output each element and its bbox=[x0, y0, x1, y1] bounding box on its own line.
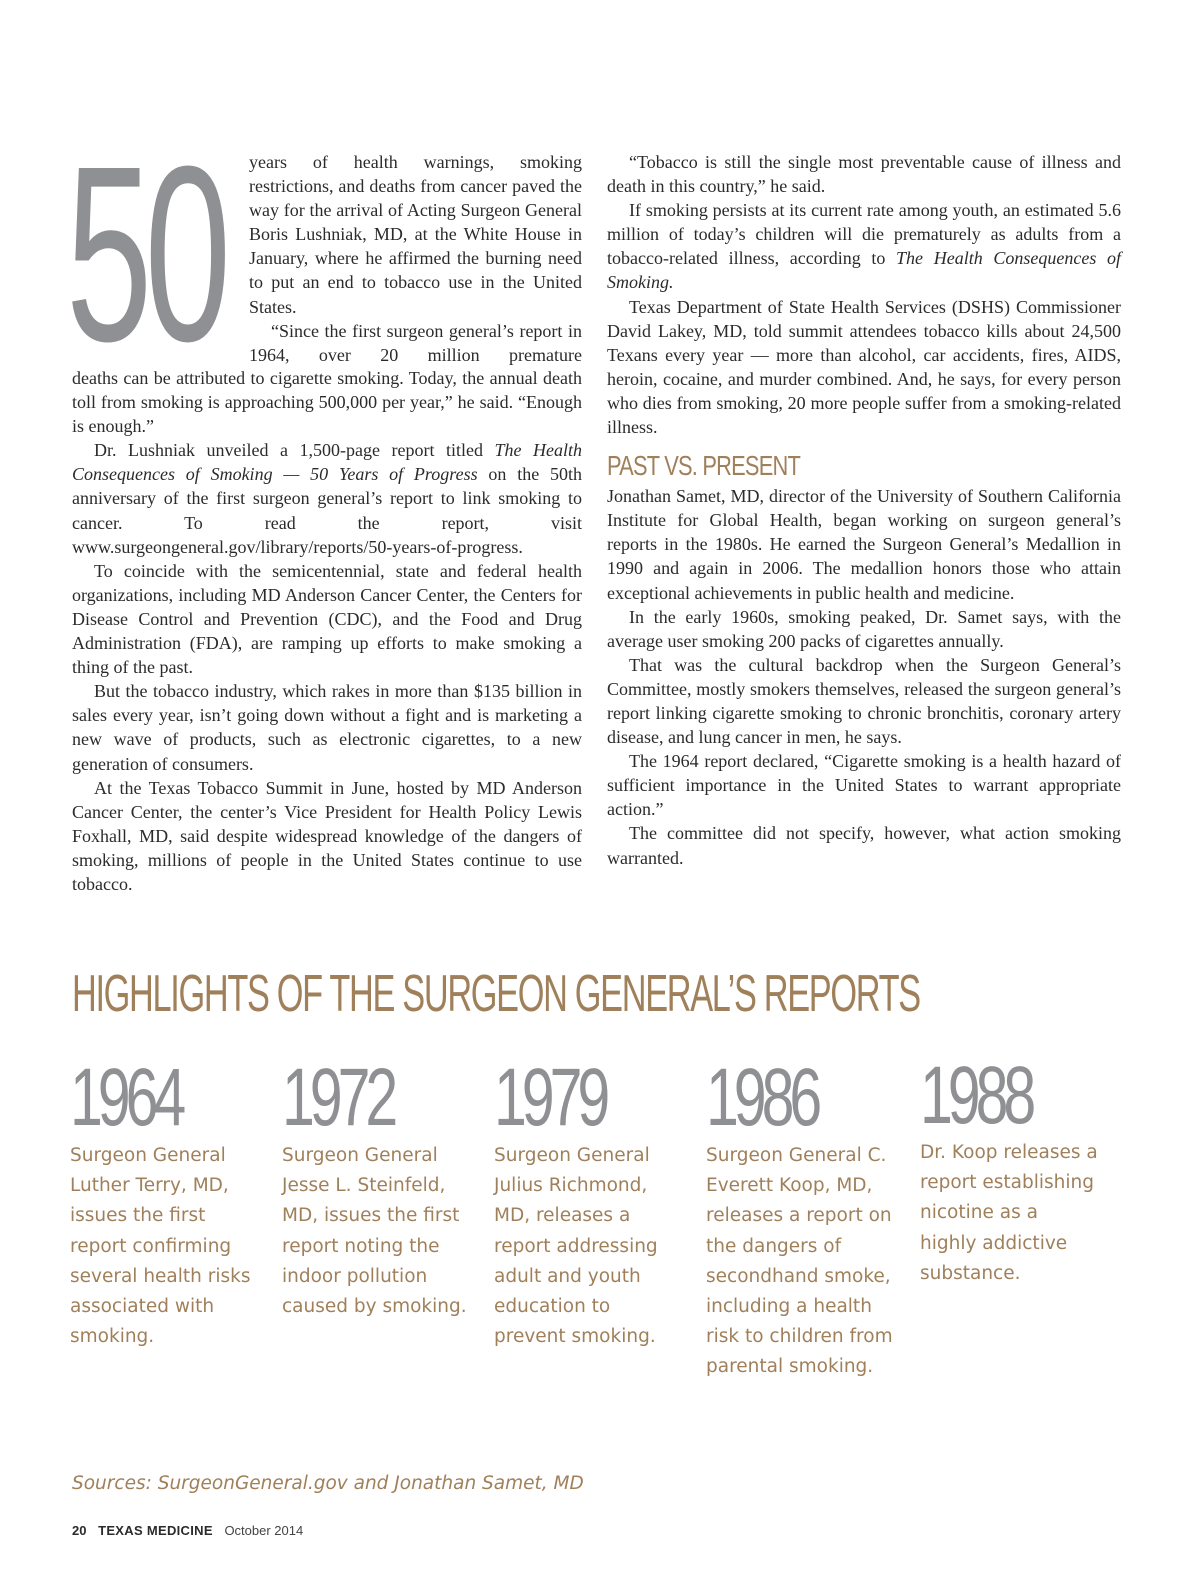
article-intro bbox=[249, 150, 582, 367]
section-subhead: PAST VS. PRESENT bbox=[607, 450, 801, 482]
lushniak-paragraph bbox=[72, 438, 582, 558]
highlight-item bbox=[70, 1052, 270, 1352]
highlight-year: 1986 bbox=[706, 1052, 818, 1143]
highlight-year: 1964 bbox=[70, 1052, 182, 1143]
article-left-column bbox=[72, 366, 582, 896]
intro-paragraph: years of health warnings, smoking restrictions, and deaths from cancer paved the way for the arrival of Acting Surgeon General Boris Lushniak, MD, at the White House in January, where he affirmed the burning need to put an end to tobacco use in the United States. bbox=[249, 152, 582, 317]
highlight-text: Surgeon General Julius Richmond, MD, releases a report addressing adult and youth education to prevent smoking. bbox=[494, 1145, 658, 1348]
highlight-text: Surgeon General C. Everett Koop, MD, releases a report on the dangers of secondhand smoke, including a health risk to children from parental smoking. bbox=[706, 1145, 893, 1378]
lushniak-text-1: Dr. Lushniak unveiled a 1,500-page report titled bbox=[94, 440, 495, 461]
highlight-year: 1972 bbox=[282, 1052, 394, 1143]
highlight-text: Surgeon General Luther Terry, MD, issues the first report confirming several health risks associated with smoking. bbox=[70, 1145, 251, 1348]
industry-paragraph: But the tobacco industry, which rakes in more than $135 billion in sales every year, isn’t going down without a fight and is marketing a new wave of products, such as electronic cigarettes, to a new generation of consumers. bbox=[72, 681, 582, 774]
samet-paragraph: Jonathan Samet, MD, director of the University of Southern California Institute for Global Health, began working on surgeon general’s reports in the 1980s. He earned the Surgeon General’s Medallion in 1990 and again in 2006. The medallion honors those who attain exceptional achievements in public health and medicine. bbox=[607, 486, 1121, 603]
article-right-column bbox=[607, 150, 1121, 870]
sources-credit: Sources: SurgeonGeneral.gov and Jonathan Samet, MD bbox=[72, 1473, 584, 1494]
page-number: 20 bbox=[72, 1523, 87, 1538]
highlights-title: HIGHLIGHTS OF THE SURGEON GENERAL’S REPORTS bbox=[72, 965, 920, 1023]
highlight-item bbox=[494, 1052, 694, 1352]
page-footer bbox=[72, 1521, 303, 1541]
highlight-item bbox=[282, 1052, 482, 1322]
still-paragraph: “Tobacco is still the single most preventable cause of illness and death in this country,” he said. bbox=[607, 152, 1121, 197]
highlight-year: 1979 bbox=[494, 1052, 606, 1143]
1964-report-paragraph: The 1964 report declared, “Cigarette smoking is a health hazard of sufficient importance in the United States to warrant appropriate action.” bbox=[607, 751, 1121, 820]
drop-cap-50: 50 bbox=[66, 114, 224, 393]
highlight-text: Dr. Koop releases a report establishing nicotine as a highly addictive substance. bbox=[920, 1142, 1098, 1284]
backdrop-paragraph: That was the cultural backdrop when the Surgeon General’s Committee, mostly smokers themselves, released the surgeon general’s report linking cigarette smoking to chronic bronchitis, coronary artery disease, and lung cancer in men, he says. bbox=[607, 654, 1121, 748]
highlight-text: Surgeon General Jesse L. Steinfeld, MD, issues the first report noting the indoor pollution caused by smoking. bbox=[282, 1145, 467, 1318]
dshs-paragraph: Texas Department of State Health Services (DSHS) Commissioner David Lakey, MD, told summit attendees tobacco kills about 24,500 Texans every year — more than alcohol, car accidents, fires, AIDS, heroin, cocaine, and murder combined. And, he says, for every person who dies from smoking, 20 more people suffer from a smoking-related illness. bbox=[607, 296, 1121, 438]
magazine-name: TEXAS MEDICINE bbox=[98, 1523, 213, 1538]
highlight-year: 1988 bbox=[920, 1050, 1032, 1141]
committee-paragraph: The committee did not specify, however, what action smoking warranted. bbox=[607, 823, 1121, 868]
highlight-item bbox=[706, 1052, 906, 1383]
1960s-paragraph: In the early 1960s, smoking peaked, Dr. Samet says, with the average user smoking 200 packs of cigarettes annually. bbox=[607, 606, 1121, 651]
youth-paragraph bbox=[607, 198, 1121, 294]
coincide-paragraph: To coincide with the semicentennial, state and federal health organizations, including MD Anderson Cancer Center, the Centers for Disease Control and Prevention (CDC), and the Food and Drug Administration (FDA), are ramping up efforts to make smoking a thing of the past. bbox=[72, 560, 582, 678]
youth-text: If smoking persists at its current rate among youth, an estimated 5.6 million of today’s children will die prematurely as adults from a tobacco-related illness, according to bbox=[607, 200, 1121, 269]
youth-report-title: The Health Consequences of Smoking. bbox=[607, 248, 1121, 293]
report-title: The Health Consequences of Smoking — 50 Years of Progress bbox=[72, 440, 583, 485]
lushniak-text-2: on the 50th anniversary of the first surgeon general’s report to link smoking to cancer. To read the report, visit www.surgeongeneral.gov/library/reports/50-years-of-progress. bbox=[72, 464, 583, 557]
quote-paragraph-continued: deaths can be attributed to cigarette smoking. Today, the annual death toll from smoking is approaching 500,000 per year,” he said. “Enough is enough.” bbox=[72, 368, 582, 437]
summit-paragraph: At the Texas Tobacco Summit in June, hosted by MD Anderson Cancer Center, the center’s Vice President for Health Policy Lewis Foxhall, MD, said despite widespread knowledge of the dangers of smoking, millions of people in the United States continue to use tobacco. bbox=[72, 777, 582, 894]
quote-paragraph-start: “Since the first surgeon general’s report in 1964, over 20 million premature bbox=[249, 320, 582, 365]
highlight-item bbox=[920, 1050, 1120, 1289]
issue-date: October 2014 bbox=[224, 1523, 304, 1538]
